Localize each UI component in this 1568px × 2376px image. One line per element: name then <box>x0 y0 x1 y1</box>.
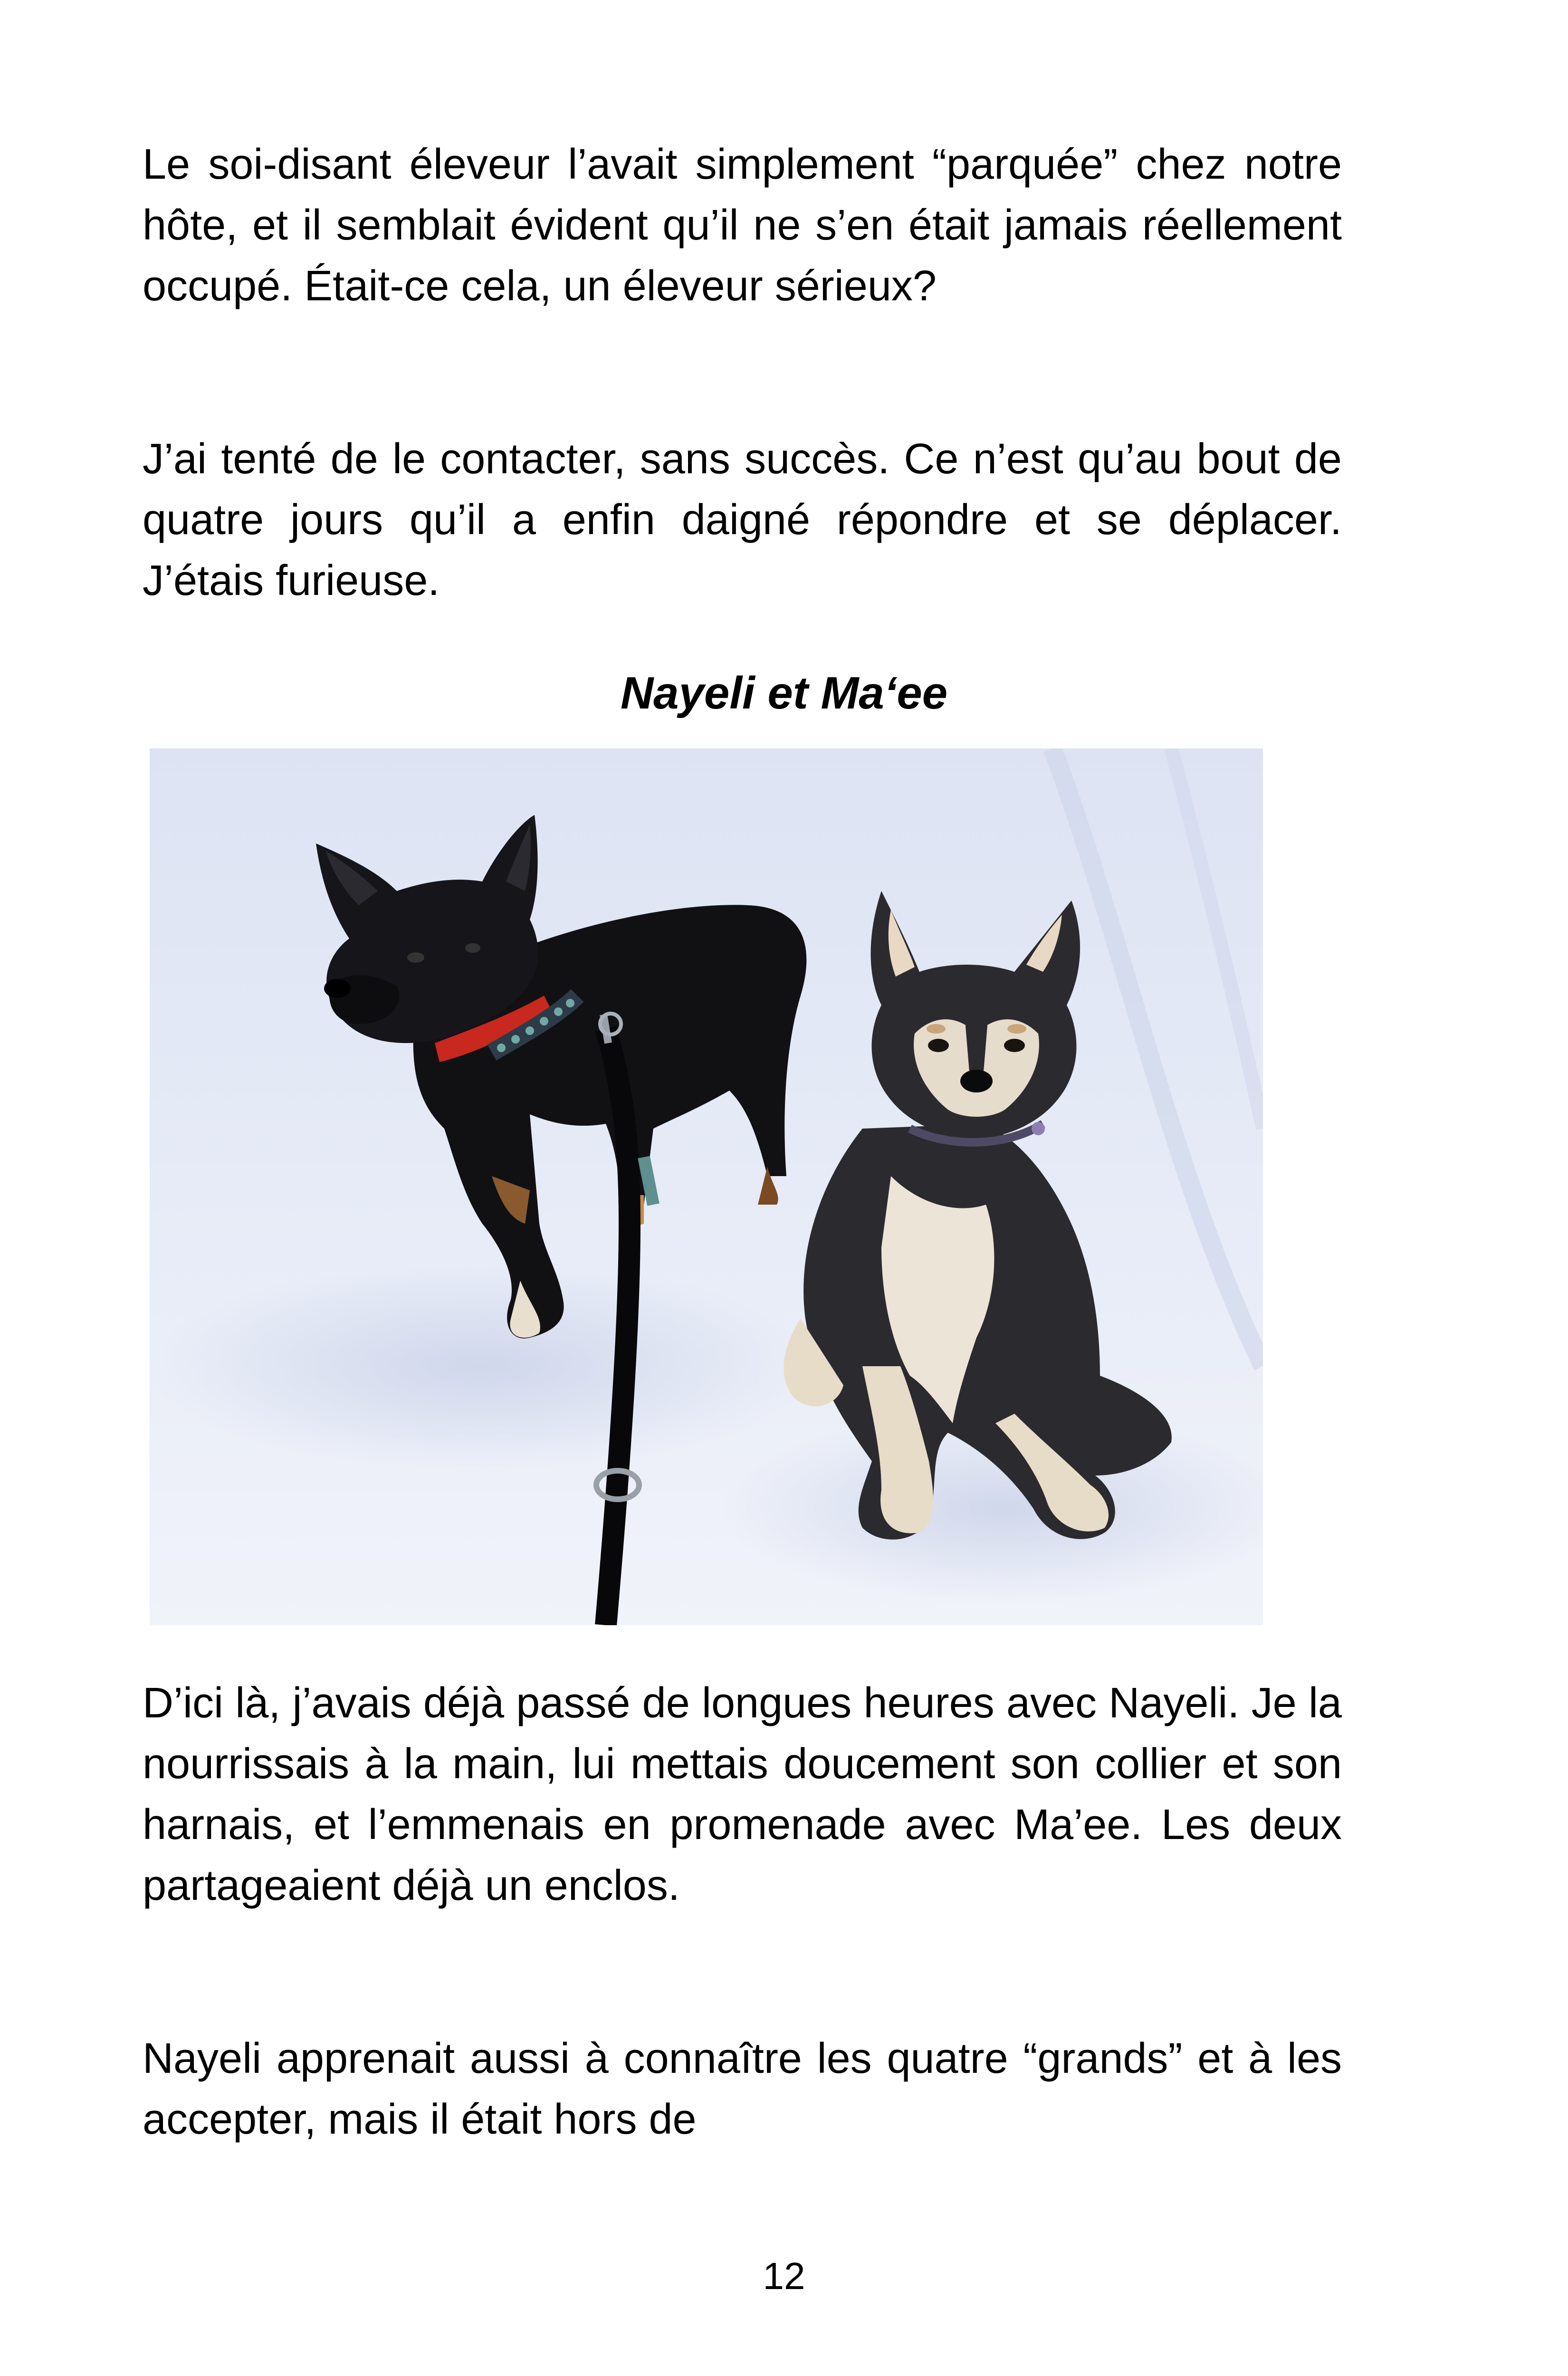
photo-caption: Nayeli et Ma‘ee <box>620 668 948 719</box>
paragraph-2: J’ai tenté de le contacter, sans succès. Ce n’est qu’au bout de quatre jours qu’il a enfin daigné répondre et se déplacer. J’étais furieuse. <box>143 435 1342 604</box>
paragraph-3: D’ici là, j’avais déjà passé de longues heures avec Nayeli. Je la nourrissais à la main, lui mettais doucement son collier et son harnais, et l’emmenais en promenade avec Ma’ee. Les deux partageaient déjà un enclos. <box>143 1679 1342 1909</box>
paragraph-4: Nayeli apprenait aussi à connaître les quatre “grands” et à les accepter, mais il était hors de <box>143 2035 1342 2143</box>
paragraph-1: Le soi-disant éleveur l’avait simplement “parquée” chez notre hôte, et il semblait évident qu’il ne s’en était jamais réellement occupé. Était-ce cela, un éleveur sérieux? <box>143 141 1342 310</box>
page-number: 12 <box>763 2255 805 2297</box>
dogs-photo <box>150 748 1263 1625</box>
